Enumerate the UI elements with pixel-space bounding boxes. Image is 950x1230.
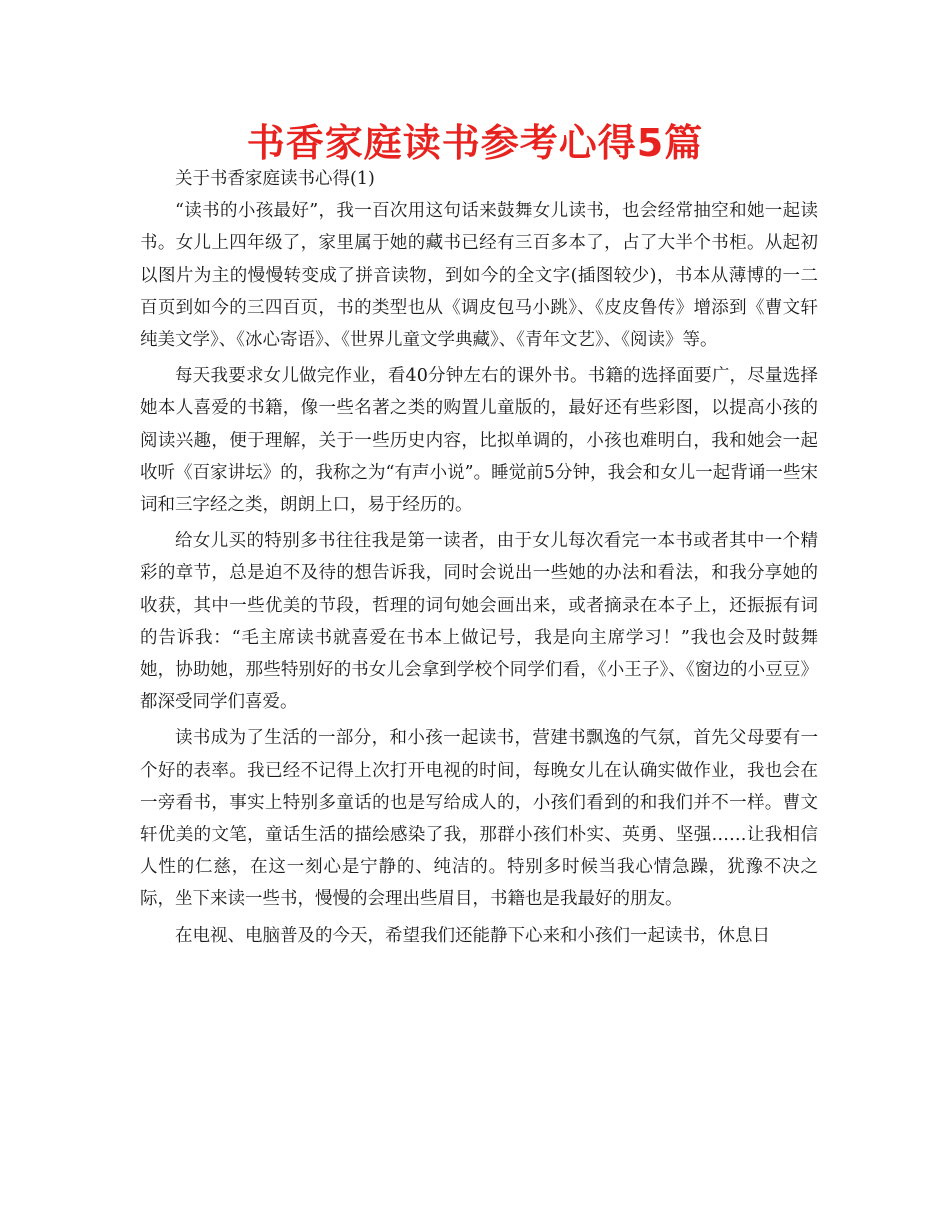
paragraph: “读书的小孩最好”，我一百次用这句话来鼓舞女儿读书，也会经常抽空和她一起读书。女儿上四年级了，家里属于她的藏书已经有三百多本了，占了大半个书柜。从起初以图片为主的慢慢转变成了拼音读物，到如今的全文字(插图较少)，书本从薄博的一二百页到如今的三四百页，书的类型也从《调皮包马小跳》、《皮皮鲁传》增添到《曹文轩纯美文学》、《冰心寄语》、《世界儿童文学典藏》、《青年文艺》、《阅读》等。 (140, 201, 818, 351)
document-title: 书香家庭读书参考心得5篇 (246, 121, 704, 165)
paragraph: 在电视、电脑普及的今天，希望我们还能静下心来和小孩们一起读书，休息日 (175, 925, 770, 946)
section-subtitle: 关于书香家庭读书心得(1) (175, 169, 375, 189)
paragraph: 读书成为了生活的一部分，和小孩一起读书，营建书飘逸的气氛，首先父母要有一个好的表率。我已经不记得上次打开电视的时间，每晚女儿在认确实做作业，我也会在一旁看书，事实上特别多童话的也是写给成人的，小孩们看到的和我们并不一样。曹文轩优美的文笔，童话生活的描绘感染了我，那群小孩们朴实、英勇、坚强……让我相信人性的仁慈，在这一刻心是宁静的、纯洁的。特别多时候当我心情急躁，犹豫不决之际，坐下来读一些书，慢慢的会理出些眉目，书籍也是我最好的朋友。 (140, 728, 818, 910)
paragraph: 给女儿买的特别多书往往我是第一读者，由于女儿每次看完一本书或者其中一个精彩的章节，总是迫不及待的想告诉我，同时会说出一些她的办法和看法，和我分享她的收获，其中一些优美的节段，哲理的词句她会画出来，或者摘录在本子上，还振振有词的告诉我：“毛主席读书就喜爱在书本上做记号，我是向主席学习！”我也会及时鼓舞她，协助她，那些特别好的书女儿会拿到学校个同学们看，《小王子》、《窗边的小豆豆》都深受同学们喜爱。 (140, 531, 818, 713)
document-body (140, 163, 818, 952)
paragraph: 每天我要求女儿做完作业，看40分钟左右的课外书。书籍的选择面要广，尽量选择她本人喜爱的书籍，像一些名著之类的购置儿童版的，最好还有些彩图，以提高小孩的阅读兴趣，便于理解，关于一些历史内容，比拟单调的，小孩也难明白，我和她会一起收听《百家讲坛》的，我称之为“有声小说”。睡觉前5分钟，我会和女儿一起背诵一些宋词和三字经之类，朗朗上口，易于经历的。 (140, 366, 818, 516)
